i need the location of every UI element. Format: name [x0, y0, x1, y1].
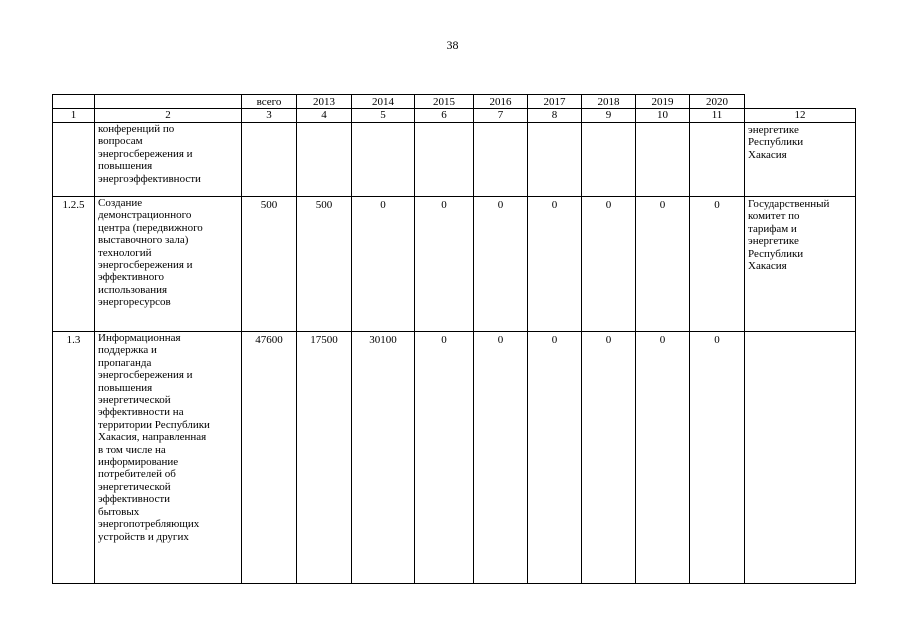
row-value-2015: 0	[415, 332, 474, 584]
row-value-2014: 0	[352, 197, 415, 332]
row-value-2015	[415, 123, 474, 197]
column-number-cell: 7	[474, 109, 528, 123]
column-number-cell: 6	[415, 109, 474, 123]
column-number-cell: 9	[582, 109, 636, 123]
column-number-cell: 2	[95, 109, 242, 123]
row-executor: Государственный комитет по тарифам и энергетике Республики Хакасия	[745, 197, 856, 332]
column-number-cell: 12	[745, 109, 856, 123]
row-description: Создание демонстрационного центра (передвижного выставочного зала) технологий энергосбережения и эффективного использования энергоресурсов	[95, 197, 242, 332]
row-value-2013: 500	[297, 197, 352, 332]
header-year-cell: 2020	[690, 95, 745, 109]
row-value-total: 500	[242, 197, 297, 332]
row-value-2018	[582, 123, 636, 197]
row-executor: энергетике Республики Хакасия	[745, 123, 856, 197]
table-row	[53, 332, 856, 584]
row-value-2018: 0	[582, 332, 636, 584]
row-value-2016	[474, 123, 528, 197]
row-value-2016: 0	[474, 332, 528, 584]
header-empty-cell	[95, 95, 242, 109]
table-row	[53, 123, 856, 197]
row-value-2013: 17500	[297, 332, 352, 584]
row-value-2017: 0	[528, 197, 582, 332]
header-year-cell: 2013	[297, 95, 352, 109]
row-value-2017	[528, 123, 582, 197]
row-value-2013	[297, 123, 352, 197]
header-year-cell: 2019	[636, 95, 690, 109]
header-year-cell: 2017	[528, 95, 582, 109]
row-value-2019	[636, 123, 690, 197]
header-year-cell: 2015	[415, 95, 474, 109]
row-description: Информационная поддержка и пропаганда энергосбережения и повышения энергетической эффективности на территории Республики Хакасия, направленная в том числе на информирование потребителей об энергетической эффективности бытовых энергопотребляющих устройств и других	[95, 332, 242, 584]
column-number-cell: 10	[636, 109, 690, 123]
row-value-2020: 0	[690, 332, 745, 584]
row-code	[53, 123, 95, 197]
row-value-2014	[352, 123, 415, 197]
column-number-cell: 4	[297, 109, 352, 123]
row-value-2019: 0	[636, 197, 690, 332]
table-row	[53, 197, 856, 332]
header-year-cell: всего	[242, 95, 297, 109]
column-number-cell: 8	[528, 109, 582, 123]
column-number-cell: 3	[242, 109, 297, 123]
header-empty-cell	[53, 95, 95, 109]
column-number-cell: 11	[690, 109, 745, 123]
column-numbers-row	[53, 109, 856, 123]
header-year-cell: 2018	[582, 95, 636, 109]
program-table	[52, 94, 856, 584]
row-value-2020: 0	[690, 197, 745, 332]
row-code: 1.2.5	[53, 197, 95, 332]
row-value-2015: 0	[415, 197, 474, 332]
row-value-2016: 0	[474, 197, 528, 332]
header-year-cell: 2014	[352, 95, 415, 109]
row-executor	[745, 332, 856, 584]
page-number: 38	[446, 38, 459, 52]
row-value-2018: 0	[582, 197, 636, 332]
header-years-row	[53, 95, 856, 109]
header-year-cell: 2016	[474, 95, 528, 109]
column-number-cell: 1	[53, 109, 95, 123]
row-value-2017: 0	[528, 332, 582, 584]
row-value-2020	[690, 123, 745, 197]
row-value-2014: 30100	[352, 332, 415, 584]
row-description: конференций по вопросам энергосбережения и повышения энергоэффективности	[95, 123, 242, 197]
row-value-2019: 0	[636, 332, 690, 584]
column-number-cell: 5	[352, 109, 415, 123]
row-value-total: 47600	[242, 332, 297, 584]
row-value-total	[242, 123, 297, 197]
row-code: 1.3	[53, 332, 95, 584]
header-gap-cell	[745, 95, 856, 109]
